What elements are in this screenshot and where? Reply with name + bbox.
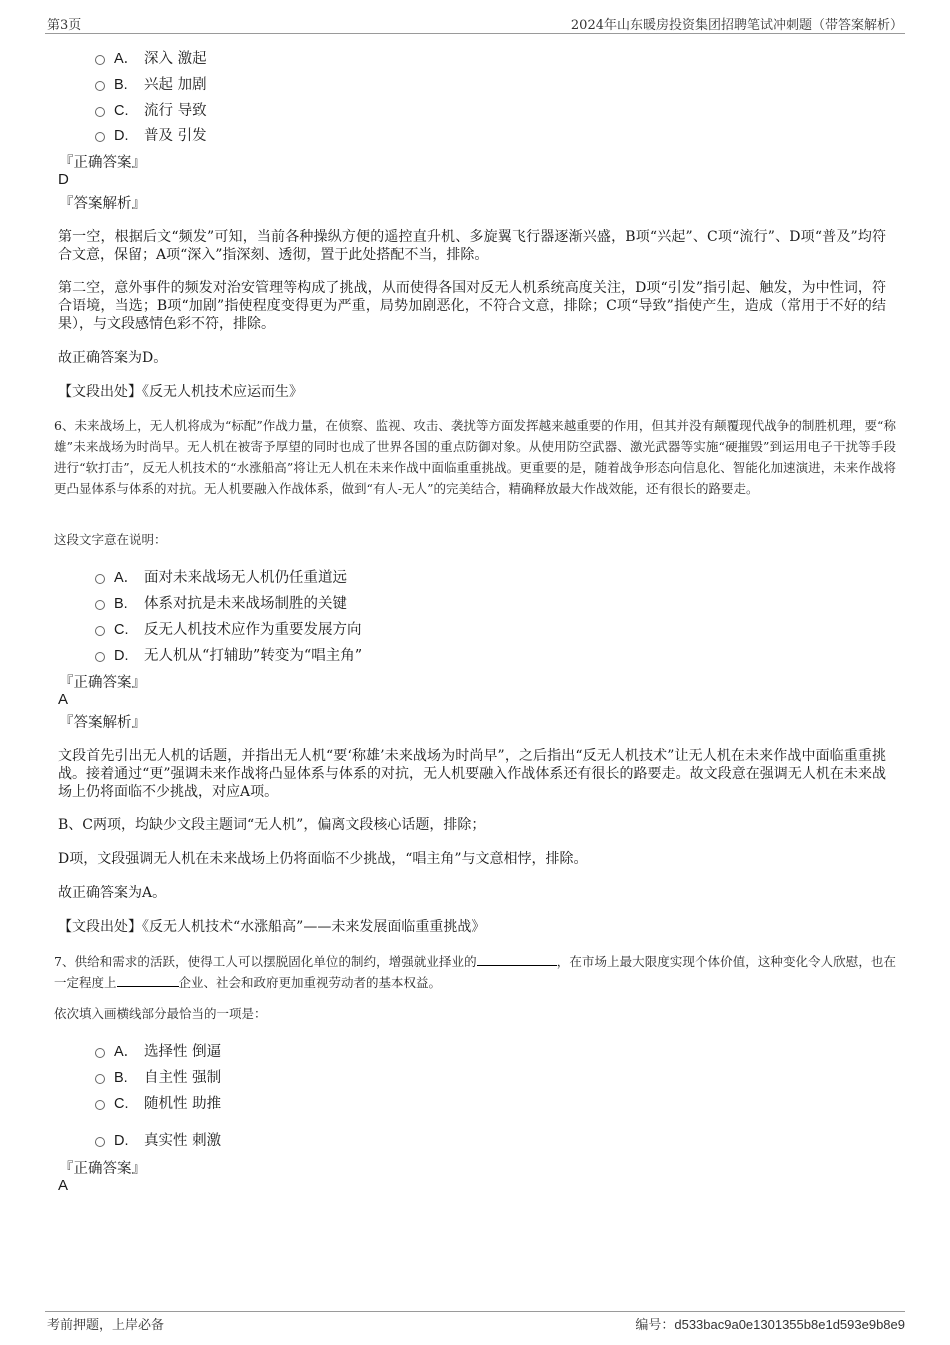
q5-option-c[interactable]: C. 流行 导致	[95, 99, 207, 119]
radio-icon[interactable]	[95, 1137, 105, 1147]
q7-option-b[interactable]: B. 自主性 强制	[95, 1066, 221, 1086]
q6-analysis-p1: 文段首先引出无人机的话题，并指出无人机“要‘称雄’未来战场为时尚早”，之后指出“反无人机技术”让无人机在未来作战中面临重重挑战。接着通过“更”强调未来作战将凸显体系与体系的对抗，无人机要融入作战体系还有很长的路要走。故文段意在强调无人机在未来战场上仍将面临不少挑战，对应A项。	[58, 748, 886, 800]
q6-correct-answer: A	[58, 691, 69, 708]
radio-icon[interactable]	[95, 55, 105, 65]
q6-analysis-label: 『答案解析』	[59, 715, 146, 731]
q5-correct-answer: D	[58, 171, 69, 188]
q5-source: 【文段出处】《反无人机技术应运而生》	[58, 384, 303, 400]
q6-option-a[interactable]: A． 面对未来战场无人机仍任重道远	[95, 566, 347, 586]
q6-question: 6、未来战场上，无人机将成为“标配”作战力量，在侦察、监视、攻击、袭扰等方面发挥越来越重要的作用，但其并没有颠覆现代战争的制胜机理，要“称雄”未来战场为时尚早。无人机在被寄予厚望的同时也成了世界各国的重点防御对象。从使用防空武器、激光武器等实施“硬摧毁”到运用电子干扰等手段进行“软打击”，反无人机技术的“水涨船高”将让无人机在未来作战中面临重重挑战。更重要的是，随着战争形态向信息化、智能化加速演进，未来作战将更凸显体系与体系的对抗。无人机要融入作战体系，做到“有人-无人”的完美结合，精确释放最大作战效能，还有很长的路要走。	[54, 418, 896, 496]
q5-option-d[interactable]: D. 普及 引发	[95, 124, 207, 144]
radio-icon[interactable]	[95, 600, 105, 610]
footer-slogan: 考前押题，上岸必备	[47, 1318, 165, 1333]
q7-option-d[interactable]: D. 真实性 刺激	[95, 1129, 221, 1149]
q7-correct-answer: A	[58, 1177, 69, 1194]
fill-blank-1[interactable]	[477, 953, 557, 966]
q5-option-a[interactable]: A． 深入 激起	[95, 47, 207, 67]
q6-prompt: 这段文字意在说明：	[54, 532, 167, 547]
q7-prompt: 依次填入画横线部分最恰当的一项是：	[54, 1006, 267, 1021]
q7-question: 7、供给和需求的活跃，使得工人可以摆脱固化单位的制约，增强就业择业的 ，在市场上最大限度实现个体价值，这种变化令人欣慰，也在一定程度上 企业、社会和政府更加重视劳动者的基本权益。	[54, 954, 896, 990]
radio-icon[interactable]	[95, 574, 105, 584]
q6-option-b[interactable]: B. 体系对抗是未来战场制胜的关键	[95, 592, 347, 612]
q6-option-c[interactable]: C. 反无人机技术应作为重要发展方向	[95, 618, 362, 638]
q5-analysis-p2: 第二空，意外事件的频发对治安管理等构成了挑战，从而使得各国对反无人机系统高度关注，D项“引发”指引起、触发，为中性词，符合语境，当选；B项“加剧”指使程度变得更为严重，局势加剧恶化，不符合文意，排除；C项“导致”指使产生，造成（常用于不好的结果），与文段感情色彩不符，排除。	[58, 280, 886, 332]
q5-analysis-p1: 第一空，根据后文“频发”可知，当前各种操纵方便的遥控直升机、多旋翼飞行器逐渐兴盛，B项“兴起”、C项“流行”、D项“普及”均符合文意，保留；A项“深入”指深刻、透彻，置于此处搭配不当，排除。	[58, 229, 886, 263]
q7-option-c[interactable]: C. 随机性 助推	[95, 1092, 221, 1112]
q5-analysis-p3: 故正确答案为D。	[58, 350, 168, 366]
radio-icon[interactable]	[95, 81, 105, 91]
q5-correct-label: 『正确答案』	[59, 155, 146, 171]
q6-correct-label: 『正确答案』	[59, 675, 146, 691]
radio-icon[interactable]	[95, 132, 105, 142]
radio-icon[interactable]	[95, 652, 105, 662]
q5-option-b[interactable]: B. 兴起 加剧	[95, 73, 207, 93]
q6-source: 【文段出处】《反无人机技术“水涨船高”——未来发展面临重重挑战》	[58, 919, 486, 935]
header-divider	[45, 33, 905, 34]
radio-icon[interactable]	[95, 107, 105, 117]
q6-analysis-p2: B、C两项，均缺少文段主题词“无人机”，偏离文段核心话题，排除；	[58, 817, 486, 833]
q5-analysis-label: 『答案解析』	[59, 196, 146, 212]
fill-blank-2[interactable]	[117, 974, 179, 987]
q7-correct-label: 『正确答案』	[59, 1161, 146, 1177]
footer-divider	[45, 1311, 905, 1312]
q7-option-a[interactable]: A． 选择性 倒逼	[95, 1040, 221, 1060]
radio-icon[interactable]	[95, 1048, 105, 1058]
page-number: 第3页	[47, 18, 82, 33]
document-code: 编号：d533bac9a0e1301355b8e1d593e9b8e9	[635, 1317, 905, 1333]
radio-icon[interactable]	[95, 1100, 105, 1110]
radio-icon[interactable]	[95, 626, 105, 636]
q6-analysis-p3: D项，文段强调无人机在未来战场上仍将面临不少挑战，“唱主角”与文意相悖，排除。	[58, 851, 588, 867]
radio-icon[interactable]	[95, 1074, 105, 1084]
q6-option-d[interactable]: D. 无人机从“打辅助”转变为“唱主角”	[95, 644, 362, 664]
document-title: 2024年山东暖房投资集团招聘笔试冲刺题（带答案解析）	[570, 18, 903, 33]
q6-analysis-p4: 故正确答案为A。	[58, 885, 167, 901]
